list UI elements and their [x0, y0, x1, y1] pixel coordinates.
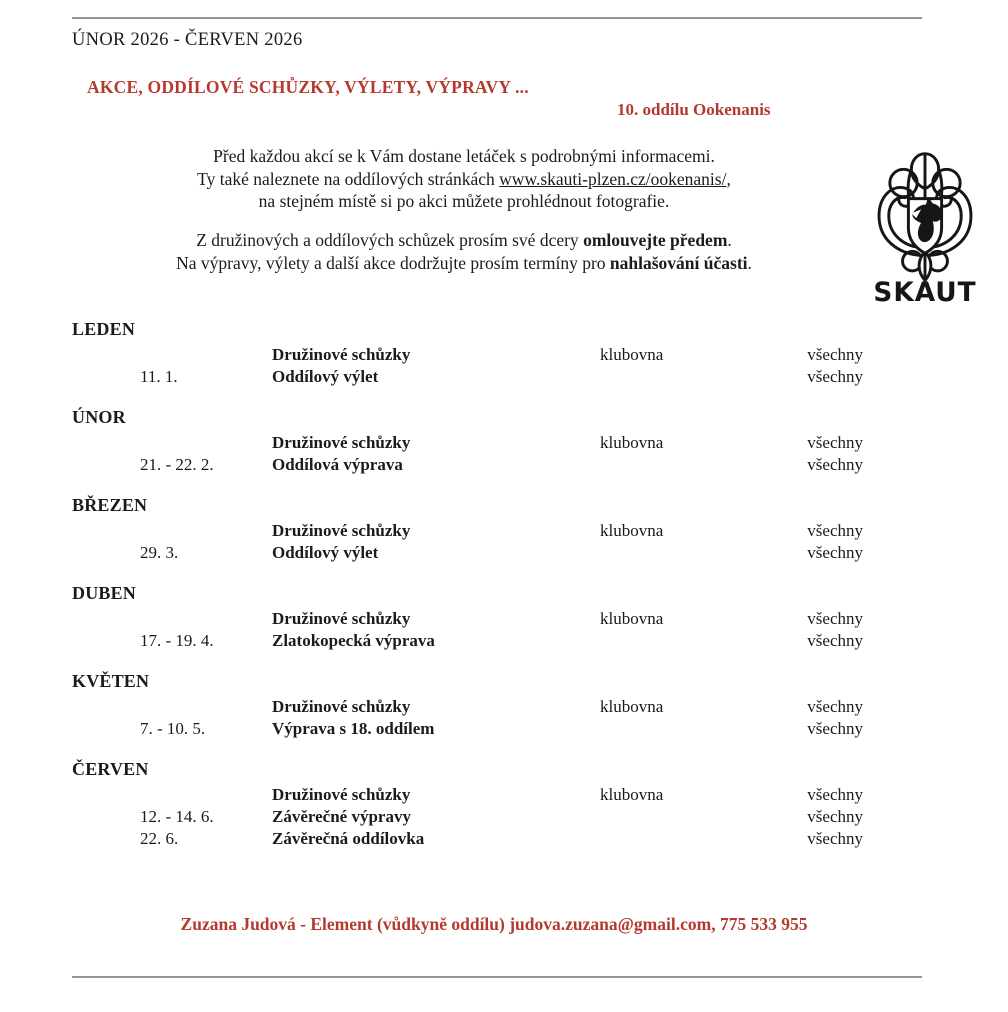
- row-participants: všechny: [807, 785, 863, 804]
- schedule-row: [0, 367, 1008, 389]
- notice-paragraph: [2, 229, 926, 274]
- row-participants: všechny: [807, 631, 863, 650]
- row-participants: všechny: [807, 455, 863, 474]
- row-event: Družinové schůzky: [272, 609, 411, 628]
- row-event: Závěrečná oddílovka: [272, 829, 425, 848]
- bottom-divider: [72, 976, 922, 978]
- row-participants: všechny: [807, 367, 863, 386]
- schedule-row: [0, 543, 1008, 565]
- schedule-row: [0, 609, 1008, 631]
- month-section-kveten: [0, 671, 1008, 761]
- top-divider: [72, 17, 922, 19]
- notice-line-1-text: Z družinových a oddílových schůzek prosím své dcery: [196, 230, 584, 250]
- row-place: klubovna: [600, 521, 664, 540]
- row-place: klubovna: [600, 697, 664, 716]
- row-participants: všechny: [807, 719, 863, 738]
- schedule-row: [0, 697, 1008, 719]
- row-date: 11. 1.: [140, 367, 178, 386]
- row-participants: všechny: [807, 697, 863, 716]
- row-event: Družinové schůzky: [272, 433, 411, 452]
- schedule-row: [0, 433, 1008, 455]
- row-event: Oddílový výlet: [272, 367, 379, 386]
- row-event: Výprava s 18. oddílem: [272, 719, 435, 738]
- row-participants: všechny: [807, 433, 863, 452]
- row-place: klubovna: [600, 433, 664, 452]
- month-name: LEDEN: [72, 319, 136, 339]
- row-participants: všechny: [807, 807, 863, 826]
- notice-line-2-period: .: [747, 252, 752, 273]
- row-date: 7. - 10. 5.: [140, 719, 206, 738]
- main-heading: AKCE, ODDÍLOVÉ SCHŮZKY, VÝLETY, VÝPRAVY ...: [87, 77, 529, 97]
- page-title: ÚNOR 2026 - ČERVEN 2026: [72, 30, 303, 50]
- row-date: 29. 3.: [140, 543, 179, 562]
- notice-line-2-text: Na výpravy, výlety a další akce dodržujte prosím termíny pro: [176, 252, 610, 273]
- schedule-row: [0, 521, 1008, 543]
- row-place: klubovna: [600, 345, 664, 364]
- row-event: Družinové schůzky: [272, 521, 411, 540]
- intro-paragraph: [2, 145, 926, 213]
- schedule-row: [0, 829, 1008, 851]
- row-participants: všechny: [807, 829, 863, 848]
- row-event: Oddílová výprava: [272, 455, 403, 474]
- month-name: KVĚTEN: [72, 671, 150, 691]
- scout-lily-icon: [866, 142, 984, 306]
- month-section-duben: [0, 583, 1008, 673]
- schedule-row: [0, 807, 1008, 829]
- intro-line-1: Před každou akcí se k Vám dostane letáček s podrobnými informacemi.: [213, 146, 715, 166]
- row-event: Zlatokopecká výprava: [272, 631, 435, 650]
- row-participants: všechny: [807, 609, 863, 628]
- leader-contact: Zuzana Judová - Element (vůdkyně oddílu) judova.zuzana@gmail.com, 775 533 955: [180, 914, 808, 934]
- row-event: Závěrečné výpravy: [272, 807, 411, 826]
- row-participants: všechny: [807, 521, 863, 540]
- row-event: Družinové schůzky: [272, 785, 411, 804]
- intro-line-2-comma: ,: [726, 168, 731, 189]
- row-event: Oddílový výlet: [272, 543, 379, 562]
- month-name: ČERVEN: [72, 759, 149, 779]
- row-date: 21. - 22. 2.: [140, 455, 214, 474]
- intro-line-3: na stejném místě si po akci můžete prohlédnout fotografie.: [258, 191, 670, 211]
- month-section-unor: [0, 407, 1008, 497]
- row-participants: všechny: [807, 543, 863, 562]
- schedule-row: [0, 631, 1008, 653]
- intro-line-2-text: Ty také naleznete na oddílových stránkách: [197, 168, 500, 189]
- notice-line-1: [2, 229, 926, 252]
- month-section-leden: [0, 319, 1008, 409]
- schedule-row: [0, 345, 1008, 367]
- row-participants: všechny: [807, 345, 863, 364]
- row-event: Družinové schůzky: [272, 697, 411, 716]
- schedule-row: [0, 719, 1008, 741]
- month-section-brezen: [0, 495, 1008, 585]
- skaut-logo: [866, 142, 984, 306]
- notice-line-2-emphasis: nahlašování účasti: [609, 252, 748, 273]
- month-name: DUBEN: [72, 583, 137, 603]
- schedule-row: [0, 785, 1008, 807]
- month-name: BŘEZEN: [72, 495, 148, 515]
- troop-subheading: 10. oddílu Ookenanis: [617, 100, 771, 119]
- troop-website-link[interactable]: www.skauti-plzen.cz/ookenanis/: [499, 168, 727, 189]
- row-date: 12. - 14. 6.: [140, 807, 214, 826]
- schedule-row: [0, 455, 1008, 477]
- row-date: 22. 6.: [140, 829, 179, 848]
- row-event: Družinové schůzky: [272, 345, 411, 364]
- logo-wordmark: SKAUT: [873, 278, 977, 306]
- row-place: klubovna: [600, 785, 664, 804]
- intro-line-2: [2, 168, 926, 191]
- month-section-cerven: [0, 759, 1008, 871]
- notice-line-1-period: .: [727, 230, 732, 250]
- notice-line-2: [2, 252, 926, 275]
- month-name: ÚNOR: [72, 407, 126, 427]
- row-date: 17. - 19. 4.: [140, 631, 214, 650]
- row-place: klubovna: [600, 609, 664, 628]
- notice-line-1-emphasis: omlouvejte předem: [583, 230, 728, 250]
